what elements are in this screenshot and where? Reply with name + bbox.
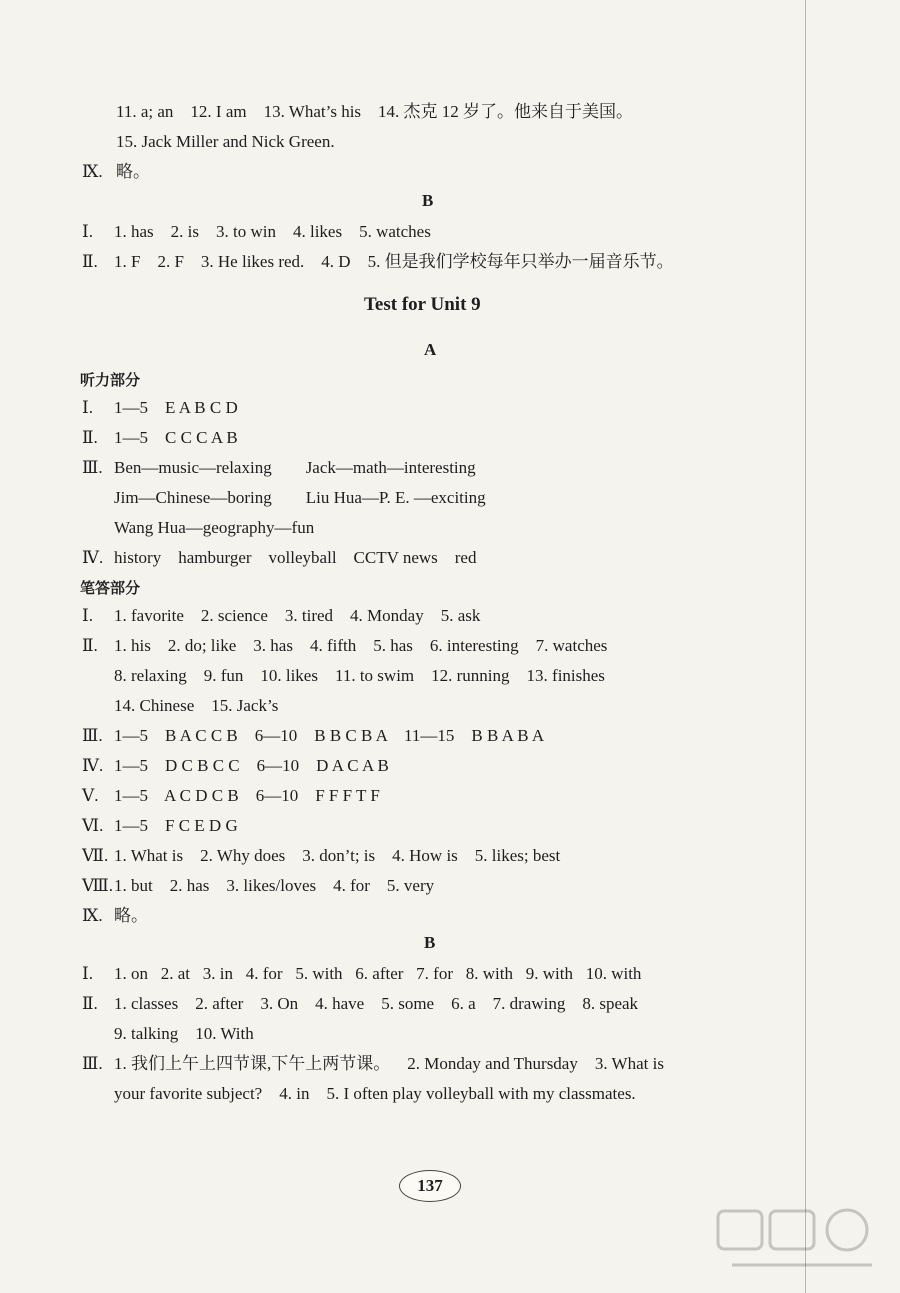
answer-line: 1. F 2. F 3. He likes red. 4. D 5. 但是我们学校每年只举办一届音乐节。 xyxy=(114,252,674,271)
answer-line: 14. Chinese 15. Jack’s xyxy=(114,696,279,715)
answer-line: 1—5 B A C C B 6—10 B B C B A 11—15 B B A B A xyxy=(114,726,545,745)
part-heading-a: A xyxy=(424,340,437,359)
section-number: Ⅵ. xyxy=(82,816,104,835)
unit-title: Test for Unit 9 xyxy=(364,294,481,315)
section-number: Ⅲ. xyxy=(82,458,103,477)
section-number: Ⅶ. xyxy=(82,846,109,865)
section-number: Ⅱ. xyxy=(82,428,98,447)
answer-line: 1. favorite 2. science 3. tired 4. Monday 5. ask xyxy=(114,606,481,625)
page-number xyxy=(399,1170,461,1202)
answer-line: 1—5 D C B C C 6—10 D A C A B xyxy=(114,756,389,775)
answer-line: 1. on 2. at 3. in 4. for 5. with 6. after 7. for 8. with 9. with 10. with xyxy=(114,964,642,983)
section-number: Ⅲ. xyxy=(82,726,103,745)
page-number-text: 137 xyxy=(417,1176,443,1195)
answer-line: 1. his 2. do; like 3. has 4. fifth 5. has 6. interesting 7. watches xyxy=(114,636,608,655)
answer-line: 1—5 F C E D G xyxy=(114,816,238,835)
answer-line: 11. a; an 12. I am 13. What’s his 14. 杰克 12 岁了。他来自于美国。 xyxy=(116,102,634,121)
section-number: Ⅴ. xyxy=(82,786,99,805)
answer-line: 9. talking 10. With xyxy=(114,1024,254,1043)
part-heading-b: B xyxy=(424,933,436,952)
section-number: Ⅰ. xyxy=(82,606,93,625)
answer-line: 略。 xyxy=(114,906,148,925)
section-number: Ⅲ. xyxy=(82,1054,103,1073)
section-number: Ⅳ. xyxy=(82,548,104,567)
answer-line: 1. has 2. is 3. to win 4. likes 5. watches xyxy=(114,222,431,241)
section-number: Ⅳ. xyxy=(82,756,104,775)
answer-line: 1. classes 2. after 3. On 4. have 5. some 6. a 7. drawing 8. speak xyxy=(114,994,639,1013)
watermark-logo-icon xyxy=(712,1205,892,1285)
answer-line: 1—5 E A B C D xyxy=(114,398,238,417)
section-number: Ⅰ. xyxy=(82,964,93,983)
answer-line: Jim—Chinese—boring Liu Hua—P. E. —exciting xyxy=(114,488,486,507)
answer-line: 8. relaxing 9. fun 10. likes 11. to swim 12. running 13. finishes xyxy=(114,666,605,685)
answer-line: 15. Jack Miller and Nick Green. xyxy=(116,132,335,151)
section-number: Ⅰ. xyxy=(82,222,93,241)
listening-section-label: 听力部分 xyxy=(80,371,141,389)
section-number: Ⅸ. xyxy=(82,906,103,925)
answer-line: 1—5 C C C A B xyxy=(114,428,238,447)
answer-line: 1. What is 2. Why does 3. don’t; is 4. How is 5. likes; best xyxy=(114,846,561,865)
answer-line: history hamburger volleyball CCTV news red xyxy=(114,548,477,567)
section-number: Ⅱ. xyxy=(82,252,98,271)
section-number: Ⅰ. xyxy=(82,398,93,417)
section-number: Ⅷ. xyxy=(82,876,114,895)
section-number: Ⅱ. xyxy=(82,636,98,655)
written-section-label: 笔答部分 xyxy=(80,579,141,597)
section-number: Ⅱ. xyxy=(82,994,98,1013)
answer-line: Ben—music—relaxing Jack—math—interesting xyxy=(114,458,476,477)
answer-line: 略。 xyxy=(116,162,150,181)
page-edge-line xyxy=(805,0,806,1293)
answer-line: your favorite subject? 4. in 5. I often play volleyball with my classmates. xyxy=(114,1084,636,1103)
section-number: Ⅸ. xyxy=(82,162,103,181)
part-heading-b: B xyxy=(422,191,434,210)
answer-line: 1. but 2. has 3. likes/loves 4. for 5. very xyxy=(114,876,435,895)
answer-line: 1—5 A C D C B 6—10 F F F T F xyxy=(114,786,380,805)
answer-line: 1. 我们上午上四节课,下午上两节课。 2. Monday and Thursday 3. What is xyxy=(114,1054,664,1073)
answer-line: Wang Hua—geography—fun xyxy=(114,518,315,537)
